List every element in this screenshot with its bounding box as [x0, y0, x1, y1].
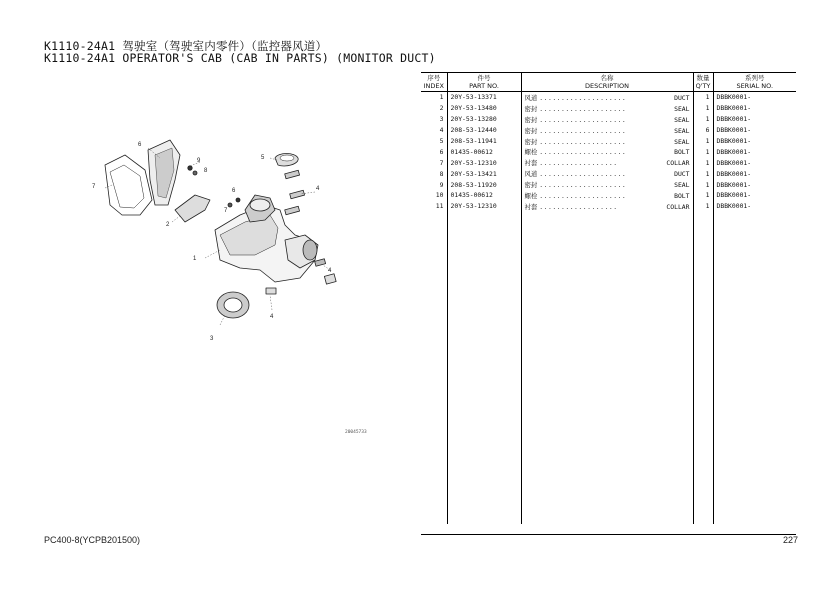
col-header-qty: 数量 Q'TY — [693, 73, 713, 92]
duct-part-9 — [105, 155, 152, 215]
description-en: DUCT — [674, 93, 690, 102]
cell-qty: 1 — [693, 146, 713, 157]
callout-label: 3 — [210, 336, 214, 342]
description-cn: 密封 — [524, 126, 538, 135]
cell-part-no: 208-53-12440 — [447, 125, 521, 136]
cell-index: 3 — [439, 115, 444, 124]
bolt-part-11 — [188, 166, 192, 170]
callout-label: 6 — [138, 142, 142, 148]
parts-table — [421, 72, 796, 524]
cell-description — [521, 157, 693, 168]
col-header-description: 名称 DESCRIPTION — [521, 73, 693, 92]
description-cn: 螺栓 — [524, 148, 538, 157]
cell-part-no: 20Y-53-13421 — [447, 168, 521, 179]
col-header-part-no: 件号 PART NO. — [447, 73, 521, 92]
table-row — [421, 114, 796, 125]
cell-description — [521, 146, 693, 157]
cell-index: 4 — [439, 126, 444, 135]
col-header-serial: 系列号 SERIAL NO. — [713, 73, 796, 92]
cell-qty: 6 — [693, 125, 713, 136]
cell-description — [521, 125, 693, 136]
cell-index: 9 — [439, 180, 444, 189]
description-leader-dots: .................... — [539, 104, 627, 113]
table-row — [421, 179, 796, 190]
cell-serial: DBBK0001- — [713, 125, 796, 136]
cell-serial: DBBK0001- — [713, 157, 796, 168]
cell-serial: DBBK0001- — [713, 114, 796, 125]
cell-serial: DBBK0001- — [713, 190, 796, 201]
description-en: SEAL — [674, 104, 690, 113]
table-row — [421, 136, 796, 147]
bolt-part-6 — [236, 198, 240, 202]
description-leader-dots: .................... — [539, 181, 627, 190]
cell-index: 5 — [439, 137, 444, 145]
table-row — [421, 125, 796, 136]
description-en: BOLT — [674, 191, 690, 200]
table-row — [421, 103, 796, 114]
table-row — [421, 190, 796, 201]
description-en: SEAL — [674, 115, 690, 124]
cell-part-no: 20Y-53-12310 — [447, 157, 521, 168]
description-en: COLLAR — [666, 202, 690, 211]
description-leader-dots: .................. — [539, 202, 618, 211]
table-row — [421, 157, 796, 168]
callout-label: 6 — [232, 188, 236, 194]
description-leader-dots: .................... — [539, 191, 627, 200]
description-leader-dots: .................. — [539, 159, 618, 168]
cell-part-no: 20Y-53-13371 — [447, 92, 521, 103]
description-cn: 密封 — [524, 115, 538, 124]
illustration-code: 20045733 — [345, 430, 367, 435]
cell-qty: 1 — [693, 157, 713, 168]
cell-description — [521, 168, 693, 179]
cell-index: 8 — [439, 169, 444, 178]
description-cn: 风道 — [524, 93, 538, 102]
cell-part-no: 208-53-11920 — [447, 179, 521, 190]
description-leader-dots: .................... — [539, 115, 627, 124]
cell-serial: DBBK0001- — [713, 136, 796, 147]
cell-index: 6 — [439, 147, 444, 156]
seal-part-4f — [266, 288, 276, 294]
description-leader-dots: .................... — [539, 93, 627, 102]
cell-description — [521, 136, 693, 147]
cell-part-no: 20Y-53-13280 — [447, 114, 521, 125]
page-title-cn: K1110-24A1 驾驶室（驾驶室内零件）（监控器风道） — [44, 39, 328, 53]
callout-label: 9 — [197, 158, 201, 164]
cell-qty: 1 — [693, 168, 713, 179]
seal-part-4c — [285, 206, 300, 214]
callout-label: 4 — [270, 314, 274, 320]
description-en: BOLT — [674, 148, 690, 157]
description-en: DUCT — [674, 170, 690, 179]
seal-part-4d — [315, 259, 326, 266]
description-leader-dots: .................... — [539, 137, 627, 146]
table-row — [421, 201, 796, 212]
cell-description — [521, 114, 693, 125]
page-number: 227 — [783, 535, 799, 545]
callout-label: 8 — [204, 168, 208, 174]
callout-label: 4 — [328, 268, 332, 274]
description-cn: 风道 — [524, 170, 538, 179]
collar-part-10 — [193, 171, 197, 175]
cell-serial: DBBK0001- — [713, 103, 796, 114]
col-header-index: 序号 INDEX — [421, 73, 447, 92]
cell-serial: DBBK0001- — [713, 201, 796, 212]
description-leader-dots: .................... — [539, 148, 627, 157]
description-cn: 密封 — [524, 104, 538, 113]
cell-part-no: 20Y-53-13480 — [447, 103, 521, 114]
cell-description — [521, 201, 693, 212]
description-leader-dots: .................... — [539, 170, 627, 179]
cell-part-no: 208-53-11941 — [447, 136, 521, 147]
page-title-en: K1110-24A1 OPERATOR'S CAB (CAB IN PARTS) (MONITOR DUCT) — [44, 51, 436, 65]
cell-index: 2 — [439, 104, 444, 113]
cell-description — [521, 190, 693, 201]
table-row — [421, 168, 796, 179]
description-cn: 衬套 — [524, 159, 538, 168]
cell-qty: 1 — [693, 92, 713, 103]
collar-part-7 — [228, 203, 232, 207]
cell-serial: DBBK0001- — [713, 146, 796, 157]
description-en: COLLAR — [666, 159, 690, 168]
callout-label: 7 — [92, 184, 96, 190]
cell-index: 7 — [439, 158, 444, 167]
cell-serial: DBBK0001- — [713, 179, 796, 190]
table-row — [421, 146, 796, 157]
cell-description — [521, 92, 693, 103]
cell-qty: 1 — [693, 179, 713, 190]
description-cn: 密封 — [524, 181, 538, 190]
seal-part-2 — [175, 195, 210, 222]
callout-label: 2 — [166, 222, 170, 228]
callout-label: 1 — [193, 256, 197, 262]
exploded-parts-diagram — [80, 110, 380, 350]
table-filler-row — [421, 212, 796, 524]
cell-part-no: 20Y-53-12310 — [447, 201, 521, 212]
cell-qty: 1 — [693, 201, 713, 212]
description-en: SEAL — [674, 126, 690, 135]
table-row — [421, 92, 796, 103]
cell-part-no: 01435-00612 — [447, 190, 521, 201]
cell-index: 11 — [435, 202, 444, 211]
description-cn: 密封 — [524, 137, 538, 146]
callout-label: 5 — [261, 155, 265, 161]
table-bottom-rule — [421, 534, 796, 535]
cell-qty: 1 — [693, 103, 713, 114]
seal-part-4a — [285, 170, 300, 178]
cell-qty: 1 — [693, 190, 713, 201]
description-en: SEAL — [674, 137, 690, 146]
cell-qty: 1 — [693, 114, 713, 125]
cell-index: 10 — [435, 191, 444, 200]
table-header-row — [421, 73, 796, 92]
cell-part-no: 01435-00612 — [447, 146, 521, 157]
description-leader-dots: .................... — [539, 126, 627, 135]
cell-qty: 1 — [693, 136, 713, 147]
callout-label: 7 — [224, 208, 228, 214]
description-cn: 螺栓 — [524, 191, 538, 200]
seal-part-4e — [324, 274, 336, 284]
cell-description — [521, 179, 693, 190]
seal-part-4b — [290, 190, 305, 198]
cell-description — [521, 103, 693, 114]
description-cn: 衬套 — [524, 202, 538, 211]
cell-serial: DBBK0001- — [713, 168, 796, 179]
callout-label: 4 — [316, 186, 320, 192]
footer-model-code: PC400-8(YCPB201500) — [44, 535, 141, 545]
cell-index: 1 — [439, 93, 444, 102]
description-en: SEAL — [674, 181, 690, 190]
cell-serial: DBBK0001- — [713, 92, 796, 103]
